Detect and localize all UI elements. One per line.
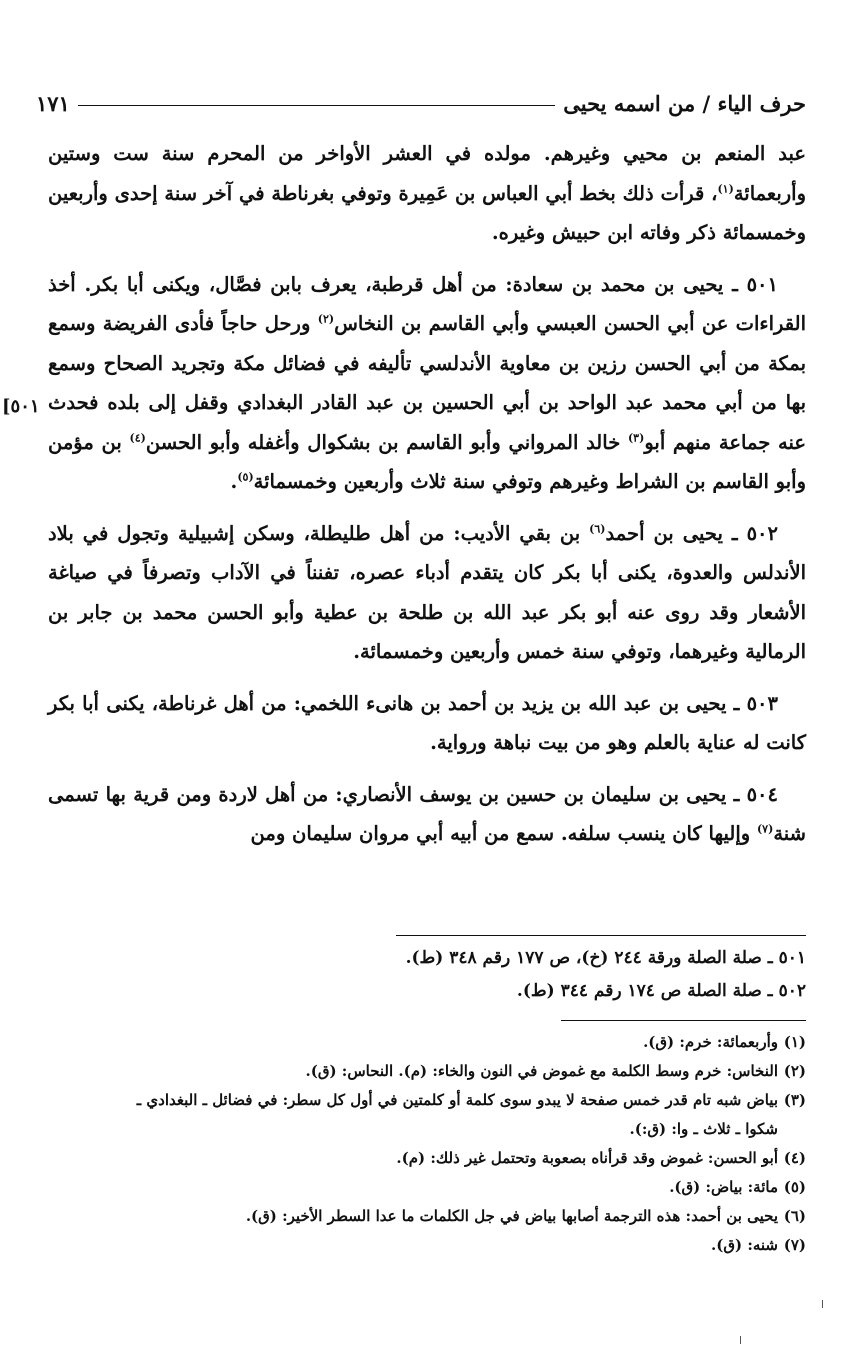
footnote-1 <box>44 1028 806 1057</box>
footnote-text: شنه: (ق). <box>711 1236 778 1254</box>
footnote-ref: (٣) <box>627 431 645 444</box>
footnote-3 <box>44 1086 806 1115</box>
paragraph-text: ، قرأت ذلك بخط أبي العباس بن عَمِيرة وتوفي بغرناطة في آخر سنة إحدى وأربعين وخمسمائة ذكر وفاته ابن حبيش وغيره. <box>48 181 806 244</box>
footnote-ref: (١) <box>717 182 734 195</box>
entry-number: ٥٠١ ـ <box>732 272 778 296</box>
paragraph-text: وإليها كان ينسب سلفه. سمع من أبيه أبي مروان سليمان ومن <box>250 822 757 845</box>
footnotes-divider <box>561 1020 806 1021</box>
footnote-3-continuation: شكوا ـ ثلاث ـ وا: (ق:). <box>629 1120 778 1138</box>
page-number: ١٧١ <box>36 91 70 116</box>
footnote-text: وأربعمائة: خرم: (ق). <box>643 1033 778 1051</box>
footnotes <box>44 1028 806 1260</box>
footnote-ref: (٤) <box>129 431 146 444</box>
footnote-5 <box>44 1173 806 1202</box>
footnote-number: (٧) <box>783 1236 806 1254</box>
margin-entry-marker: [٥٠١ <box>2 396 40 417</box>
entry-503 <box>48 684 806 763</box>
footnote-2 <box>44 1057 806 1086</box>
main-text <box>48 134 806 854</box>
paragraph-text: يحيى بن أحمد <box>605 521 723 545</box>
paragraph-text: عبد المنعم بن محيي وغيرهم. مولده في العشر الأواخر من المحرم سنة ست وستين وأربعمائة <box>48 142 806 205</box>
entry-number: ٥٠٢ ـ <box>731 521 778 545</box>
paragraph-text: يحيى بن محمد بن سعادة: من أهل قرطبة، يعرف بابن فصَّال، ويكنى أبا بكر. أخذ القراءات عن أبي الحسن العبسي وأبي القاسم بن النخاس <box>48 272 807 335</box>
paragraph-text: ورحل حاجاً فأدى الفريضة وسمع بمكة من أبي الحسن رزين بن معاوية الأندلسي تأليفه في فضائل مكة وتجريد الصحاح وسمع بها من أبي محمد عبد الواحد بن أبي الحسين بن عبد القادر البغدادي وقفل إلى بلده فحدث عنه جماعة منهم أبو <box>48 312 806 454</box>
source-line: ٥٠١ ـ صلة الصلة ورقة ٢٤٤ (خ)، ص ١٧٧ رقم ٣٤٨ (ط). <box>405 948 806 968</box>
footnote-number: (٦) <box>783 1207 806 1225</box>
running-title: حرف الياء / من اسمه يحيى <box>563 91 806 116</box>
entry-502 <box>48 514 806 672</box>
footnote-number: (٤) <box>783 1149 806 1167</box>
paragraph-text: بن مؤمن وأبو القاسم بن الشراط وغيرهم وتوفي سنة ثلاث وأربعين وخمسمائة <box>48 430 806 493</box>
footnote-text: بياض شبه تام قدر خمس صفحة لا يبدو سوى كلمة أو كلمتين في أول كل سطر: في فضائل ـ البغدادي ـ <box>136 1091 778 1109</box>
footnote-text: مائة: بياض: (ق). <box>669 1178 778 1196</box>
footnote-number: (٥) <box>783 1178 806 1196</box>
paragraph-text: بن بقي الأديب: من أهل طليطلة، وسكن إشبيلية وتجول في بلاد الأندلس والعدوة، يكنى أبا بكر كان يتقدم أدباء عصره، تفنناً في الآداب وتصرفاً في صياغة الأشعار وقد روى عنه أبو بكر عبد الله بن طلحة بن عطية وأبو الحسن محمد بن جابر بن الرمالية وغيرهما، وتوفي سنة خمس وأربعين وخمسمائة. <box>48 521 806 663</box>
entry-number: ٥٠٣ ـ <box>733 691 778 715</box>
source-references <box>60 942 806 1008</box>
footnote-ref: (٦) <box>589 522 606 535</box>
scan-speck <box>822 1300 823 1308</box>
paragraph-text: يحيى بن سليمان بن حسين بن يوسف الأنصاري: من أهل لاردة ومن قرية بها تسمى شنة <box>48 782 806 845</box>
footnote-ref: (٧) <box>756 822 774 836</box>
footnote-ref: (٥) <box>237 470 254 484</box>
footnote-text: النخاس: خرم وسط الكلمة مع غموض في النون والخاء: (م). النحاس: (ق). <box>305 1062 778 1080</box>
footnote-text: أبو الحسن: غموض وقد قرأناه بصعوبة وتحتمل غير ذلك: (م). <box>396 1149 778 1167</box>
continuation-paragraph <box>48 134 806 253</box>
footnote-number: (٣) <box>783 1091 806 1109</box>
footnote-number: (٢) <box>783 1062 806 1080</box>
page-header <box>36 76 806 116</box>
scan-speck <box>740 1336 741 1344</box>
paragraph-text: . <box>230 470 238 493</box>
footnote-number: (١) <box>783 1033 806 1051</box>
footnote-4 <box>44 1144 806 1173</box>
footnote-text: يحيى بن أحمد: هذه الترجمة أصابها بياض في جل الكلمات ما عدا السطر الأخير: (ق). <box>245 1207 778 1225</box>
entry-504 <box>48 775 806 854</box>
entry-number: ٥٠٤ ـ <box>733 782 778 806</box>
sources-divider <box>396 935 806 936</box>
header-rule <box>78 105 555 106</box>
paragraph-text: يحيى بن عبد الله بن يزيد بن أحمد بن هانىء اللخمي: من أهل غرناطة، يكنى أبا بكر كانت له عناية بالعلم وهو من بيت نباهة ورواية. <box>48 691 806 754</box>
paragraph-text: خالد المرواني وأبو القاسم بن بشكوال وأغفله وأبو الحسن <box>145 430 628 454</box>
footnote-6 <box>44 1202 806 1231</box>
source-line: ٥٠٢ ـ صلة الصلة ص ١٧٤ رقم ٣٤٤ (ط). <box>516 981 806 1001</box>
footnote-ref: (٢) <box>317 312 335 326</box>
entry-501 <box>48 265 806 502</box>
footnote-7 <box>44 1231 806 1260</box>
